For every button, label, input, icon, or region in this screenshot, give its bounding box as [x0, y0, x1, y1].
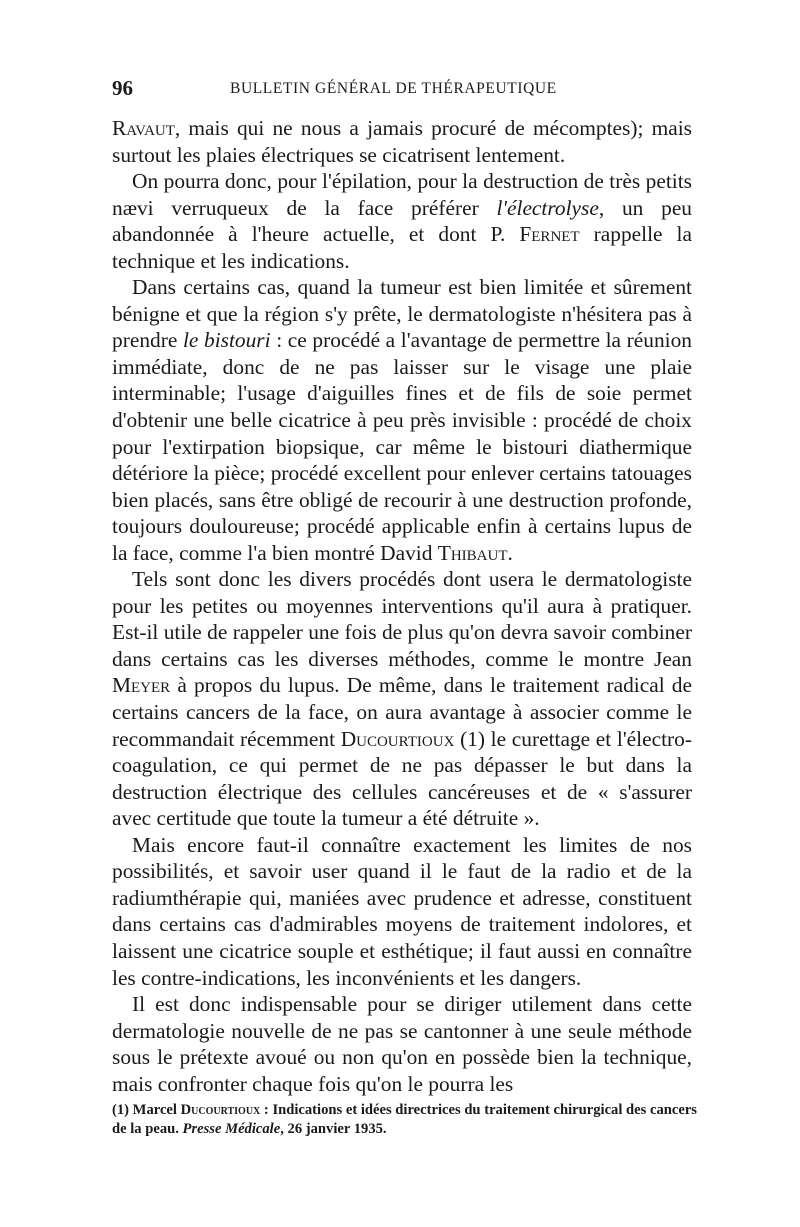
paragraph-3 [112, 274, 692, 566]
paragraph-text: , mais qui ne nous a jamais procuré de mécomptes); mais surtout les plaies électriques se cicatrisent lentement. [112, 116, 692, 167]
author-name: Ravaut [112, 116, 175, 140]
footnote-date: , 26 janvier 1935. [280, 1121, 387, 1137]
paragraph-1 [112, 115, 692, 168]
footnote-content: : Indications et idées directrices du traitement chirurgical des cancers de la peau. [112, 1102, 697, 1137]
paragraph-text: , un peu abandonnée à l'heure actuelle, et dont P. [112, 195, 693, 247]
author-name: Ducourtioux [340, 726, 455, 751]
paragraph-text: rappelle la technique et les indications. [112, 222, 692, 273]
running-title: BULLETIN GÉNÉRAL DE THÉRAPEUTIQUE [230, 80, 557, 97]
author-name: Meyer [112, 673, 171, 698]
paragraph-4 [112, 566, 692, 831]
author-name: Fernet [519, 222, 580, 247]
author-name: Thibaut [437, 540, 508, 565]
paragraph-text: Dans certains cas, quand la tumeur est bien limitée et sûrement bénigne et que la région s'y prête, le dermatologiste n'hésitera pas à prendre [112, 275, 692, 353]
italic-term: l'électrolyse [496, 195, 599, 220]
paragraph-text: (1) le curettage et l'électro-coagulation, ce qui permet de ne pas dépasser le but dans la destruction électrique des cellules cancéreuses et de « s'assurer avec certitude que toute la tumeur a été détruite ». [112, 726, 692, 831]
body-text [112, 115, 692, 1097]
footnote-marker: (1) Marcel [112, 1102, 181, 1118]
paragraph-2 [112, 168, 692, 274]
paragraph-6: Il est donc indispensable pour se diriger utilement dans cette dermatologie nouvelle de ne pas se cantonner à une seule méthode sous le prétexte avoué ou non qu'on en possède bien la technique, mais confronter chaque fois qu'on le pourra les [112, 992, 692, 1096]
paragraph-text: On pourra donc, pour l'épilation, pour la destruction de très petits nævi verruqueux de la face préférer [112, 169, 692, 220]
page-header [112, 76, 692, 106]
paragraph-text: : ce procédé a l'avantage de permettre la réunion immédiate, donc de ne pas laisser sur le visage une plaie interminable; l'usage d'aiguilles fines et de fils de soie permet d'obtenir une belle cicatrice à peu près invisible : procédé de choix pour l'extirpation biopsique, car même le bistouri diathermique détériore la pièce; procédé excellent pour enlever certains tatouages bien placés, sans être obligé de recourir à une destruction profonde, toujours douloureuse; procédé applicable enfin à certains lupus de la face, comme l'a bien montré David [112, 328, 692, 565]
footnote [112, 1101, 697, 1139]
footnote-text [112, 1101, 697, 1139]
journal-title: Presse Médicale [182, 1121, 281, 1137]
paragraph-text: . [507, 540, 513, 565]
italic-term: le bistouri [182, 328, 271, 353]
paragraph-text: à propos du lupus. De même, dans le traitement radical de certains cancers de la face, on aura avantage à associer comme le recommandait récemment [112, 673, 692, 751]
paragraph-5: Mais encore faut-il connaître exactement les limites de nos possibilités, et savoir user quand il le faut de la radio et de la radiumthérapie qui, maniées avec prudence et adresse, constituent dans certains cas d'admirables moyens de traitement indolores, et laissent une cicatrice souple et esthétique; il faut aussi en connaître les contre-indications, les inconvénients et les dangers. [112, 832, 692, 990]
paragraph-text: Tels sont donc les divers procédés dont usera le dermatologiste pour les petites ou moyennes interventions qu'il aura à pratiquer. Est-il utile de rappeler une fois de plus qu'on devra savoir combiner dans certains cas les diverses méthodes, comme le montre Jean [112, 567, 692, 671]
page-number: 96 [112, 76, 133, 100]
author-name: Ducourtioux [180, 1102, 261, 1118]
